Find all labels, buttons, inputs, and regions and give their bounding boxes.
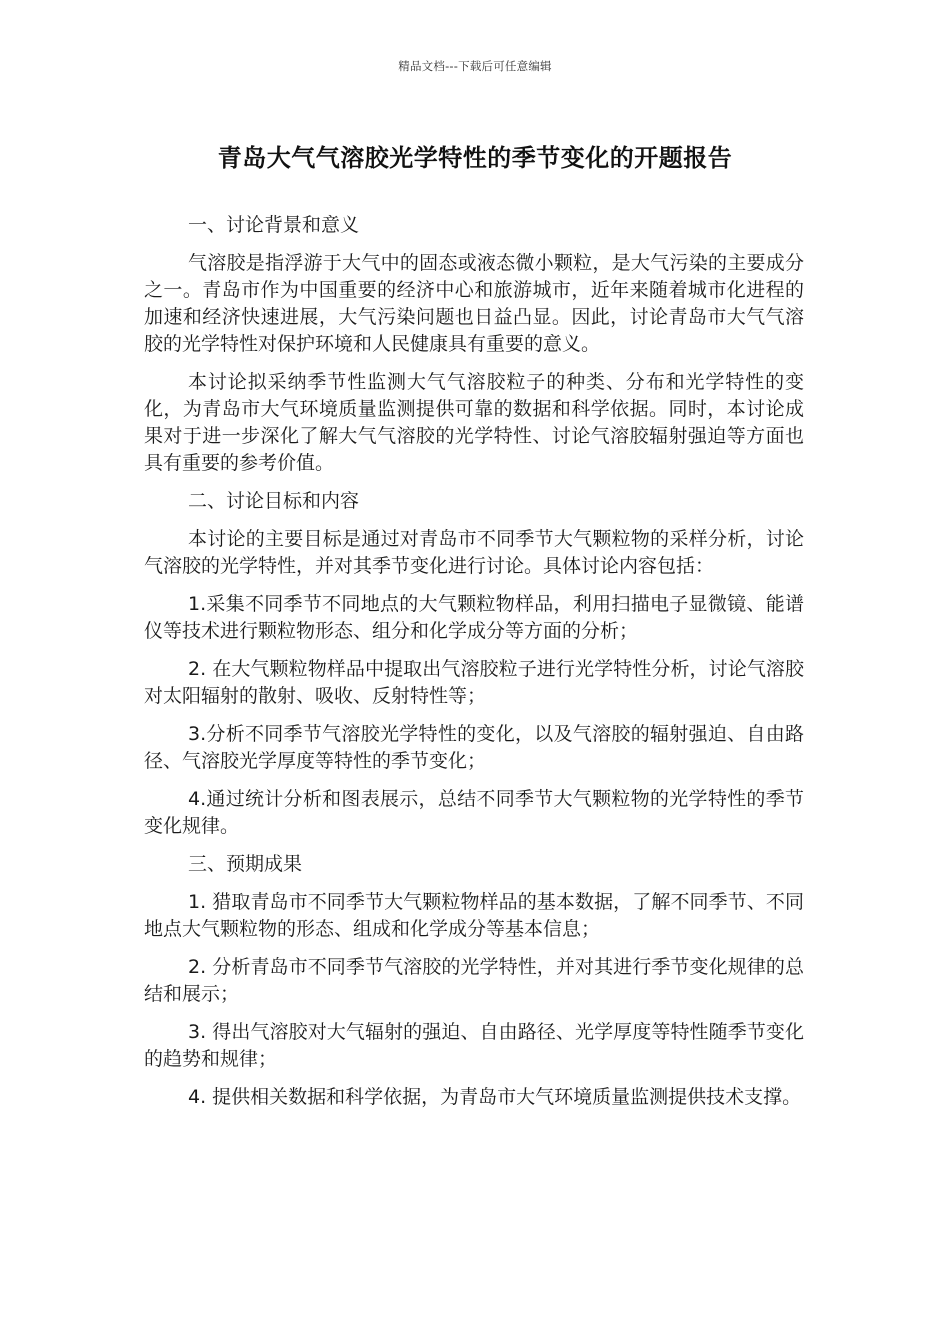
list-item: 4. 提供相关数据和科学依据，为青岛市大气环境质量监测提供技术支撑。 (188, 1086, 802, 1108)
list-item: 2. 分析青岛市不同季节气溶胶的光学特性，并对其进行季节变化规律的总结和展示； (144, 956, 804, 1005)
section-heading: 三、预期成果 (188, 853, 303, 875)
paragraph: 本讨论拟采纳季节性监测大气气溶胶粒子的种类、分布和光学特性的变化，为青岛市大气环境质量监测提供可靠的数据和科学依据。同时，本讨论成果对于进一步深化了解大气气溶胶的光学特性、讨论气溶胶辐射强迫等方面也具有重要的参考价值。 (144, 371, 804, 474)
section-heading: 一、讨论背景和意义 (188, 214, 360, 236)
list-item: 3.分析不同季节气溶胶光学特性的变化，以及气溶胶的辐射强迫、自由路径、气溶胶光学厚度等特性的季节变化； (144, 723, 804, 772)
paragraph: 气溶胶是指浮游于大气中的固态或液态微小颗粒，是大气污染的主要成分之一。青岛市作为中国重要的经济中心和旅游城市，近年来随着城市化进程的加速和经济快速进展，大气污染问题也日益凸显。因此，讨论青岛市大气气溶胶的光学特性对保护环境和人民健康具有重要的意义。 (144, 252, 804, 355)
document-title: 青岛大气气溶胶光学特性的季节变化的开题报告 (217, 144, 733, 172)
list-item: 1. 猎取青岛市不同季节大气颗粒物样品的基本数据，了解不同季节、不同地点大气颗粒物的形态、组成和化学成分等基本信息； (144, 891, 804, 940)
header-note: 精品文档---下载后可任意编辑 (398, 59, 552, 73)
document-body (144, 212, 804, 1122)
section-heading: 二、讨论目标和内容 (188, 490, 360, 512)
list-item: 4.通过统计分析和图表展示，总结不同季节大气颗粒物的光学特性的季节变化规律。 (144, 788, 804, 837)
list-item: 1.采集不同季节不同地点的大气颗粒物样品，利用扫描电子显微镜、能谱仪等技术进行颗粒物形态、组分和化学成分等方面的分析； (144, 593, 804, 642)
list-item: 3. 得出气溶胶对大气辐射的强迫、自由路径、光学厚度等特性随季节变化的趋势和规律； (144, 1021, 804, 1070)
paragraph: 本讨论的主要目标是通过对青岛市不同季节大气颗粒物的采样分析，讨论气溶胶的光学特性，并对其季节变化进行讨论。具体讨论内容包括： (144, 528, 804, 577)
list-item: 2. 在大气颗粒物样品中提取出气溶胶粒子进行光学特性分析，讨论气溶胶对太阳辐射的散射、吸收、反射特性等； (144, 658, 804, 707)
